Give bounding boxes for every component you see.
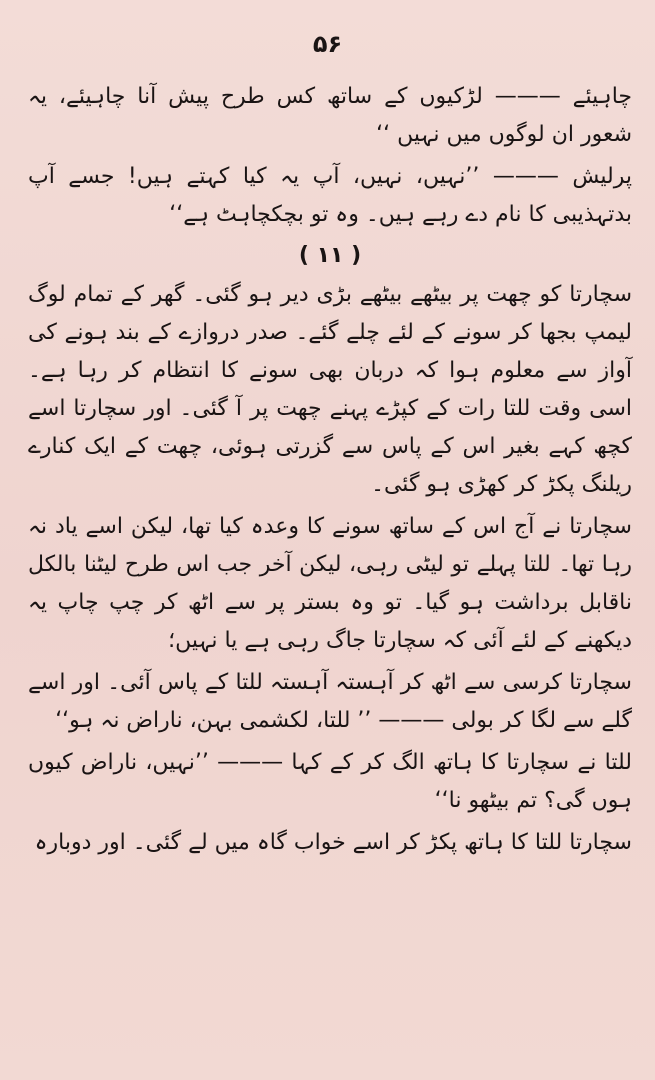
- paragraph: سچارتا نے آج اس کے ساتھ سونے کا وعدہ کیا تھا، لیکن اسے یاد نہ رہا تھا۔ للتا پہلے تو لیٹی رہی، لیکن آخر جب اس طرح لیٹنا بالکل ناقابل برداشت ہو گیا۔ تو وہ بستر پر سے اٹھ کر چپ چاپ یہ دیکھنے کے لئے آئی کہ سچارتا جاگ رہی ہے یا نہیں؛: [28, 514, 632, 653]
- paragraph: سچارتا کرسی سے اٹھ کر آہستہ آہستہ للتا کے پاس آئی۔ اور اسے گلے سے لگا کر بولی ——— ’’ للتا، لکشمی بہن، ناراض نہ ہو‘‘: [28, 670, 632, 733]
- paragraph: سچارتا للتا کا ہاتھ پکڑ کر اسے خواب گاہ میں لے گئی۔ اور دوبارہ: [34, 830, 632, 855]
- paragraph: للتا نے سچارتا کا ہاتھ الگ کر کے کہا ——— ’’نہیں، ناراض کیوں ہوں گی؟ تم بیٹھو نا‘‘: [28, 750, 632, 813]
- paragraph: سچارتا کو چھت پر بیٹھے بیٹھے بڑی دیر ہو گئی۔ گھر کے تمام لوگ لیمپ بجھا کر سونے کے لئے چلے گئے۔ صدر دروازے کے بند ہونے کی آواز سے معلوم ہوا کہ دربان بھی سونے کا انتظام کر رہا ہے۔ اسی وقت للتا رات کے کپڑے پہنے چھت پر آ گئی۔ اور سچارتا اسے کچھ کہے بغیر اس کے پاس سے گزرتی ہوئی، چھت کے ایک کنارے ریلنگ پکڑ کر کھڑی ہو گئی۔: [28, 282, 632, 497]
- paragraph: چاہیئے ——— لڑکیوں کے ساتھ کس طرح پیش آنا چاہیئے، یہ شعور ان لوگوں میں نہیں ‘‘: [28, 84, 632, 147]
- section-heading: ( ۱۱ ): [298, 243, 362, 268]
- page-body: [28, 78, 632, 862]
- page-number: ۵۶: [312, 30, 343, 58]
- paragraph: پرلیش ——— ’’نہیں، نہیں، آپ یہ کیا کہتے ہیں! جسے آپ بدتہذیبی کا نام دے رہے ہیں۔ وہ تو بچکچاہٹ ہے‘‘: [28, 164, 632, 227]
